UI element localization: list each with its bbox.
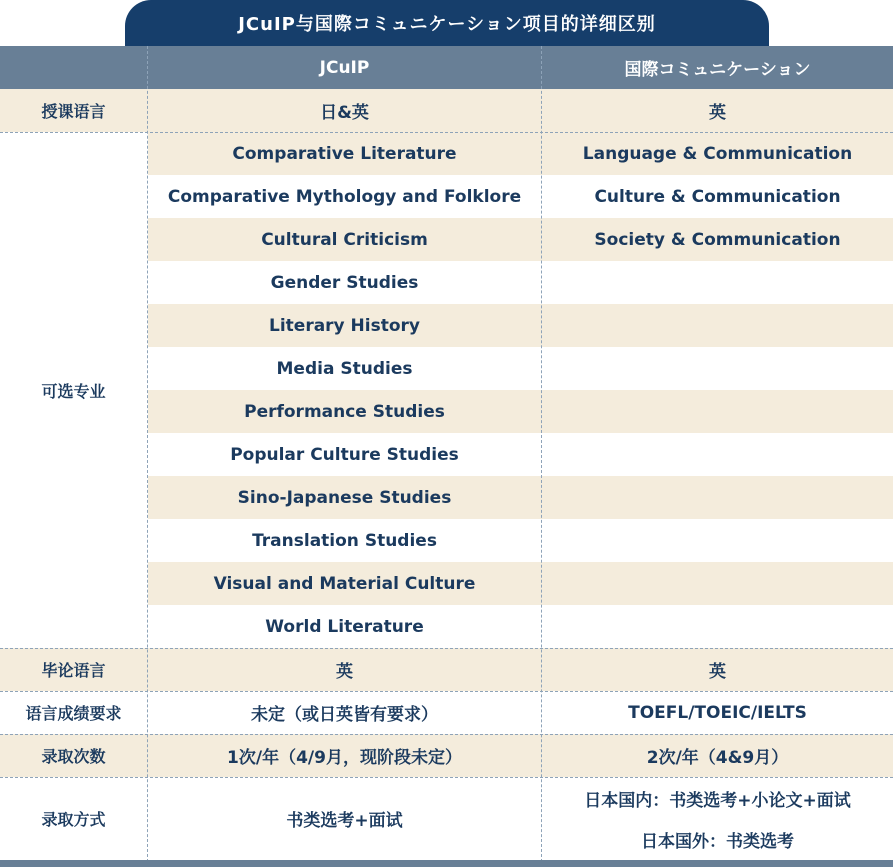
jcuip-major-item: Popular Culture Studies bbox=[230, 444, 459, 465]
jcuip-major-item: World Literature bbox=[265, 616, 424, 637]
jcuip-major-item: Media Studies bbox=[276, 358, 413, 379]
jcuip-admission-frequency: 1次/年（4/9月，现阶段未定） bbox=[227, 748, 462, 768]
jcuip-major-item: Translation Studies bbox=[252, 530, 437, 551]
intl-language-requirement: TOEFL/TOEIC/IELTS bbox=[628, 702, 807, 723]
header-jcuip: JCuIP bbox=[319, 57, 370, 78]
label-teaching-language: 授课语言 bbox=[41, 102, 106, 121]
jcuip-major-item: Gender Studies bbox=[270, 272, 419, 293]
label-majors: 可选专业 bbox=[41, 381, 106, 401]
jcuip-major-item: Literary History bbox=[269, 315, 420, 336]
jcuip-language-requirement: 未定（或日英皆有要求） bbox=[251, 705, 438, 725]
jcuip-major-item: Performance Studies bbox=[244, 401, 445, 422]
jcuip-thesis-language: 英 bbox=[336, 662, 353, 682]
intl-teaching-language: 英 bbox=[709, 103, 726, 123]
intl-admission-frequency: 2次/年（4&9月） bbox=[646, 748, 789, 768]
jcuip-major-item: Cultural Criticism bbox=[261, 229, 428, 250]
intl-thesis-language: 英 bbox=[709, 662, 726, 682]
jcuip-teaching-language: 日&英 bbox=[320, 103, 369, 123]
label-thesis-language: 毕论语言 bbox=[41, 661, 106, 680]
intl-admission-method-domestic: 日本国内：书类选考+小论文+面试 bbox=[584, 790, 851, 811]
jcuip-admission-method: 书类选考+面试 bbox=[286, 811, 403, 831]
jcuip-major-item: Sino-Japanese Studies bbox=[237, 487, 452, 508]
intl-major-item: Culture & Communication bbox=[594, 186, 841, 207]
intl-major-item: Language & Communication bbox=[582, 143, 853, 164]
intl-major-item: Society & Communication bbox=[594, 229, 841, 250]
label-admission-method: 录取方式 bbox=[41, 810, 106, 829]
jcuip-major-item: Visual and Material Culture bbox=[213, 573, 476, 594]
label-language-requirement: 语言成绩要求 bbox=[25, 704, 122, 723]
header-intl-communication: 国際コミュニケーション bbox=[624, 60, 811, 80]
label-admission-frequency: 录取次数 bbox=[41, 747, 106, 766]
intl-admission-method-overseas: 日本国外：书类选考 bbox=[641, 832, 794, 852]
table-title: JCuIP与国際コミュニケーション项目的详细区别 bbox=[125, 0, 769, 46]
bottom-border bbox=[0, 860, 893, 867]
jcuip-major-item: Comparative Mythology and Folklore bbox=[167, 186, 522, 207]
jcuip-major-item: Comparative Literature bbox=[232, 143, 457, 164]
